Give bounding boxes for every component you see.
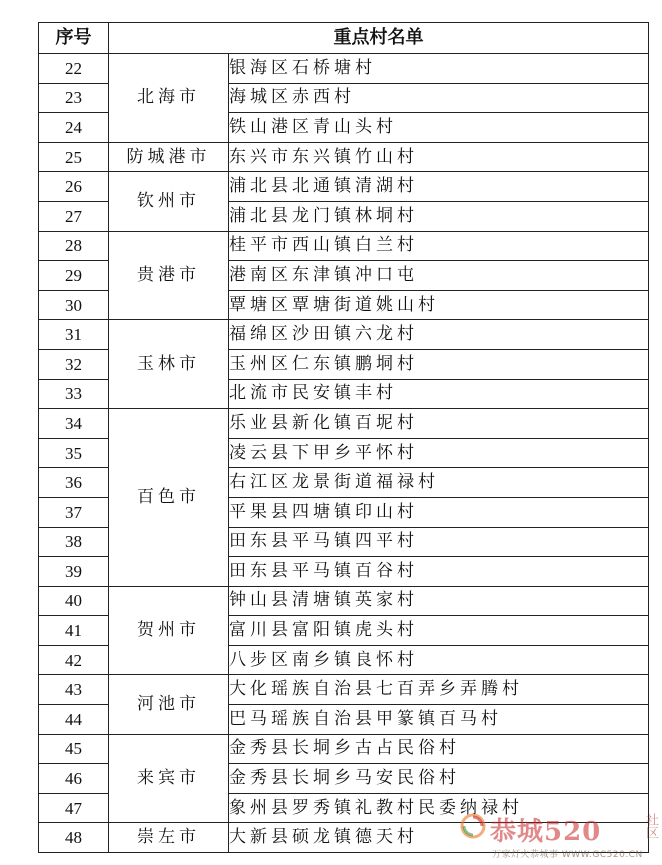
serial-number-cell: 26	[39, 172, 109, 202]
city-cell: 贵港市	[109, 231, 229, 320]
table-header-row	[39, 23, 649, 54]
table-body	[39, 54, 649, 853]
serial-number-cell: 22	[39, 54, 109, 84]
city-cell: 贺州市	[109, 586, 229, 675]
table-row	[39, 675, 649, 705]
village-name-cell: 浦北县龙门镇林垌村	[229, 201, 649, 231]
serial-number-cell: 33	[39, 379, 109, 409]
village-name-cell: 象州县罗秀镇礼教村民委纳禄村	[229, 793, 649, 823]
serial-number-cell: 29	[39, 261, 109, 291]
serial-number-cell: 27	[39, 201, 109, 231]
village-list-table	[38, 22, 649, 853]
serial-number-cell: 28	[39, 231, 109, 261]
serial-number-cell: 24	[39, 113, 109, 143]
table-row	[39, 172, 649, 202]
watermark-brand: 恭城520	[490, 817, 602, 847]
table-row	[39, 823, 649, 853]
city-cell: 来宾市	[109, 734, 229, 823]
city-cell: 钦州市	[109, 172, 229, 231]
village-name-cell: 八步区南乡镇良怀村	[229, 645, 649, 675]
serial-number-cell: 48	[39, 823, 109, 853]
village-name-cell: 大化瑶族自治县七百弄乡弄腾村	[229, 675, 649, 705]
table-row	[39, 586, 649, 616]
village-name-cell: 铁山港区青山头村	[229, 113, 649, 143]
serial-number-cell: 36	[39, 468, 109, 498]
serial-number-cell: 39	[39, 557, 109, 587]
city-cell: 防城港市	[109, 142, 229, 172]
serial-number-cell: 40	[39, 586, 109, 616]
village-name-cell: 海城区赤西村	[229, 83, 649, 113]
serial-number-cell: 41	[39, 616, 109, 646]
header-village-list: 重点村名单	[109, 23, 649, 54]
village-name-cell: 富川县富阳镇虎头村	[229, 616, 649, 646]
village-name-cell: 钟山县清塘镇英家村	[229, 586, 649, 616]
serial-number-cell: 32	[39, 349, 109, 379]
serial-number-cell: 45	[39, 734, 109, 764]
serial-number-cell: 46	[39, 764, 109, 794]
table-row	[39, 734, 649, 764]
village-name-cell: 北流市民安镇丰村	[229, 379, 649, 409]
city-cell: 崇左市	[109, 823, 229, 853]
village-name-cell: 金秀县长垌乡古占民俗村	[229, 734, 649, 764]
watermark-slogan: 万家灯火恭城事 WWW.GC520.CN	[492, 850, 643, 860]
header-serial-number: 序号	[39, 23, 109, 54]
serial-number-cell: 47	[39, 793, 109, 823]
village-name-cell: 东兴市东兴镇竹山村	[229, 142, 649, 172]
village-name-cell: 乐业县新化镇百坭村	[229, 409, 649, 439]
serial-number-cell: 34	[39, 409, 109, 439]
city-cell: 河池市	[109, 675, 229, 734]
village-name-cell: 覃塘区覃塘街道姚山村	[229, 290, 649, 320]
serial-number-cell: 37	[39, 497, 109, 527]
serial-number-cell: 23	[39, 83, 109, 113]
table-row	[39, 409, 649, 439]
village-name-cell: 福绵区沙田镇六龙村	[229, 320, 649, 350]
village-name-cell: 银海区石桥塘村	[229, 54, 649, 84]
serial-number-cell: 38	[39, 527, 109, 557]
serial-number-cell: 25	[39, 142, 109, 172]
village-name-cell: 田东县平马镇百谷村	[229, 557, 649, 587]
serial-number-cell: 35	[39, 438, 109, 468]
serial-number-cell: 42	[39, 645, 109, 675]
city-cell: 百色市	[109, 409, 229, 587]
village-name-cell: 玉州区仁东镇鹏垌村	[229, 349, 649, 379]
table-row	[39, 320, 649, 350]
city-cell: 玉林市	[109, 320, 229, 409]
village-name-cell: 田东县平马镇四平村	[229, 527, 649, 557]
table-row	[39, 142, 649, 172]
serial-number-cell: 44	[39, 705, 109, 735]
village-name-cell: 桂平市西山镇白兰村	[229, 231, 649, 261]
village-name-cell: 大新县硕龙镇德天村	[229, 823, 649, 853]
village-name-cell: 港南区东津镇冲口屯	[229, 261, 649, 291]
table-row	[39, 54, 649, 84]
village-name-cell: 凌云县下甲乡平怀村	[229, 438, 649, 468]
village-name-cell: 右江区龙景街道福禄村	[229, 468, 649, 498]
serial-number-cell: 31	[39, 320, 109, 350]
watermark-brand-side: 社区	[643, 813, 658, 839]
serial-number-cell: 43	[39, 675, 109, 705]
city-cell: 北海市	[109, 54, 229, 143]
village-name-cell: 金秀县长垌乡马安民俗村	[229, 764, 649, 794]
table-row	[39, 231, 649, 261]
serial-number-cell: 30	[39, 290, 109, 320]
village-name-cell: 平果县四塘镇印山村	[229, 497, 649, 527]
village-name-cell: 巴马瑶族自治县甲篆镇百马村	[229, 705, 649, 735]
village-name-cell: 浦北县北通镇清湖村	[229, 172, 649, 202]
